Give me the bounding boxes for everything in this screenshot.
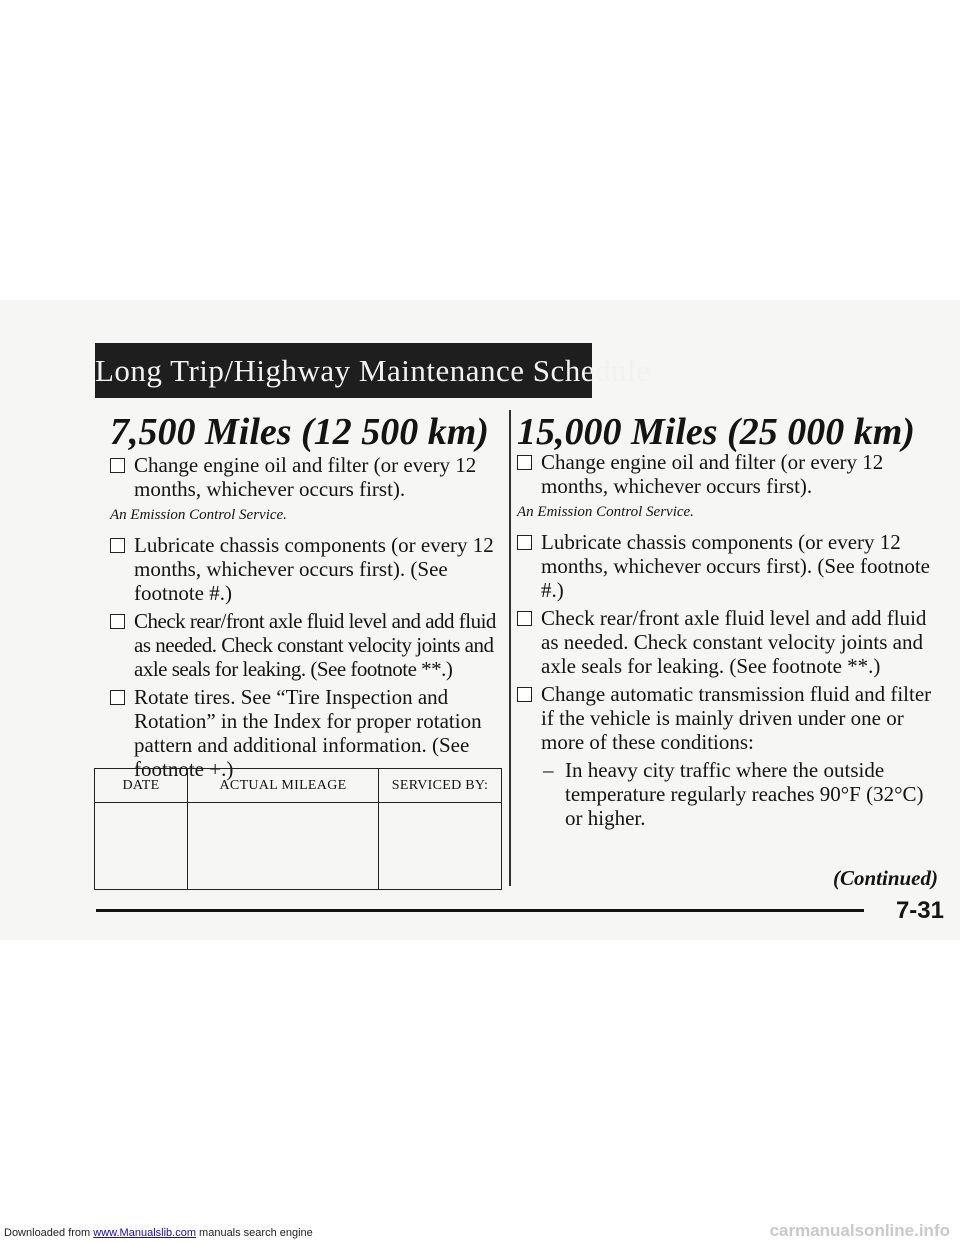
- column-header-serviced-by: SERVICED BY:: [379, 769, 502, 803]
- page-number: 7-31: [895, 897, 944, 924]
- checklist-item: [110, 533, 505, 605]
- checkbox-icon[interactable]: [110, 690, 125, 705]
- checkbox-icon[interactable]: [517, 611, 532, 626]
- item-text: Change engine oil and filter (or every 12 months, whichever occurs first).: [134, 453, 477, 501]
- mileage-cell[interactable]: [188, 803, 379, 890]
- continued-label: (Continued): [832, 866, 938, 890]
- column-header-date: DATE: [95, 769, 188, 803]
- serviced-by-cell[interactable]: [379, 803, 502, 890]
- interval-title-15000: 15,000 Miles (25 000 km): [517, 411, 915, 453]
- section-banner: Long Trip/Highway Maintenance Schedule: [95, 343, 592, 398]
- item-text: Lubricate chassis components (or every 12 months, whichever occurs first). (See footnote #.): [134, 533, 494, 605]
- item-text: Lubricate chassis components (or every 12 months, whichever occurs first). (See footnote #.): [541, 530, 930, 602]
- checklist-item: [517, 606, 937, 678]
- column-divider: [509, 410, 511, 886]
- table-header-row: [95, 769, 502, 803]
- service-record-table: [94, 768, 502, 890]
- checkbox-icon[interactable]: [110, 614, 125, 629]
- checklist-item: [110, 453, 505, 501]
- interval-15000-items: [517, 450, 937, 830]
- manualslib-link[interactable]: www.Manualslib.com: [93, 1227, 196, 1239]
- checkbox-icon[interactable]: [110, 458, 125, 473]
- watermark: carmanualsonline.info: [769, 1221, 950, 1240]
- footer-suffix: manuals search engine: [199, 1227, 313, 1239]
- interval-title-7500: 7,500 Miles (12 500 km): [110, 411, 489, 453]
- footer-rule: [96, 909, 864, 912]
- dash-bullet: –: [543, 758, 554, 782]
- checkbox-icon[interactable]: [110, 538, 125, 553]
- checklist-item: [517, 530, 937, 602]
- item-text: Change automatic transmission fluid and filter if the vehicle is mainly driven under one or more of these conditions:: [541, 682, 932, 754]
- checkbox-icon[interactable]: [517, 535, 532, 550]
- checkbox-icon[interactable]: [517, 687, 532, 702]
- table-row: [95, 803, 502, 890]
- emission-note: An Emission Control Service.: [110, 507, 287, 523]
- item-text: Rotate tires. See “Tire Inspection and Rotation” in the Index for proper rotation pattern and additional information. (See footnote +.): [134, 685, 482, 781]
- checklist-item: [517, 682, 937, 754]
- item-text: Change engine oil and filter (or every 12 months, whichever occurs first).: [541, 450, 884, 498]
- condition-item: [517, 758, 937, 830]
- footer-prefix: Downloaded from: [4, 1227, 91, 1239]
- column-header-mileage: ACTUAL MILEAGE: [188, 769, 379, 803]
- date-cell[interactable]: [95, 803, 188, 890]
- emission-note: An Emission Control Service.: [517, 504, 694, 520]
- checklist-item: [110, 609, 505, 681]
- checkbox-icon[interactable]: [517, 455, 532, 470]
- checklist-item: [517, 450, 937, 498]
- interval-7500-items: [110, 453, 505, 785]
- download-footer: [4, 1227, 313, 1239]
- item-text: Check rear/front axle fluid level and add fluid as needed. Check constant velocity joints and axle seals for leaking. (See footnote **.): [541, 606, 927, 678]
- item-text: Check rear/front axle fluid level and add fluid as needed. Check constant velocity joints and axle seals for leaking. (See footnote **.): [134, 609, 496, 681]
- checklist-item: [110, 685, 505, 781]
- condition-text: In heavy city traffic where the outside temperature regularly reaches 90°F (32°C) or higher.: [565, 758, 924, 830]
